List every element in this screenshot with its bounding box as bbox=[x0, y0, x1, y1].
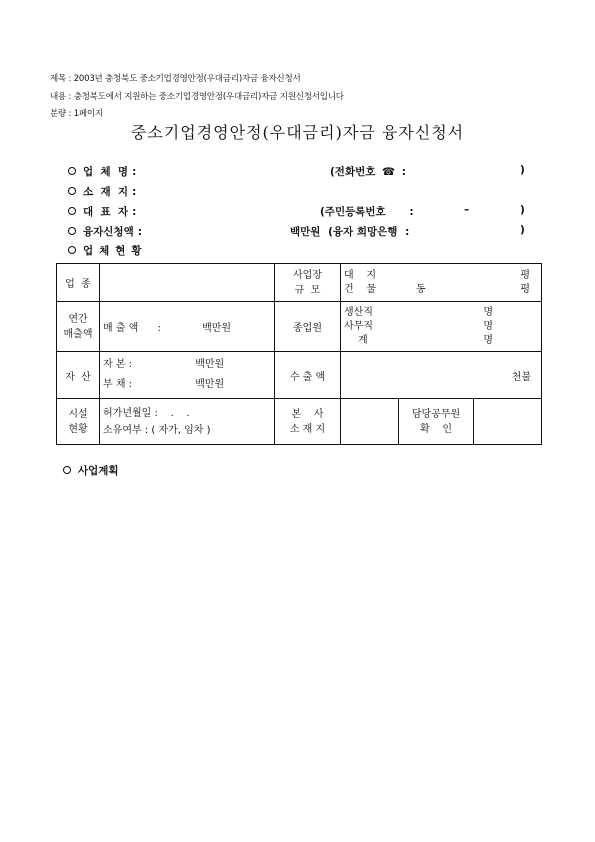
facility-line2: 현황 bbox=[68, 423, 88, 435]
site-label-line2: 규 모 bbox=[294, 284, 321, 296]
million-won-unit: 백만원 bbox=[290, 226, 321, 238]
company-status-table bbox=[56, 263, 542, 445]
site-size-label bbox=[275, 264, 341, 302]
site-label-line1: 사업장 bbox=[293, 269, 322, 281]
facility-line1: 시설 bbox=[68, 408, 88, 420]
official-line2: 확 인 bbox=[419, 423, 453, 435]
pyeong-unit: 평 bbox=[520, 269, 531, 281]
pyeong-unit: 평 bbox=[520, 283, 531, 295]
bullet-icon bbox=[68, 227, 76, 235]
person-unit: 명 bbox=[483, 320, 494, 332]
bank-label: (융자 희망은행 bbox=[328, 226, 398, 238]
official-confirm-label bbox=[399, 399, 474, 445]
colon: : bbox=[401, 166, 406, 178]
bullet-icon bbox=[68, 207, 76, 215]
document-title: 중소기업경영안정(우대금리)자금 융자신청서 bbox=[130, 123, 465, 142]
meta-content-line: 내용 : 충청북도에서 지원하는 중소기업경영안정(우대금리)자금 지원신청서입니다 bbox=[50, 92, 344, 102]
sales-label: 매 출 액 bbox=[103, 323, 139, 334]
bullet-icon bbox=[68, 187, 76, 195]
employees-label: 종업원 bbox=[275, 302, 341, 352]
land-label: 대 지 bbox=[344, 269, 377, 281]
phone-field bbox=[330, 164, 406, 179]
field-loan-amount bbox=[68, 224, 142, 239]
company-name-label: 업 체 명 bbox=[83, 166, 129, 178]
bullet-icon bbox=[63, 466, 71, 474]
colon: : bbox=[405, 226, 410, 238]
capital-label: 자 본 : bbox=[103, 359, 133, 370]
head-office-value[interactable] bbox=[341, 399, 399, 445]
sales-value[interactable] bbox=[100, 302, 275, 352]
field-address bbox=[68, 184, 136, 199]
loan-amount-label: 융자신청액 bbox=[83, 226, 134, 238]
facility-value[interactable] bbox=[100, 399, 275, 445]
head-office-line2: 소 재 지 bbox=[289, 423, 326, 435]
site-size-value[interactable] bbox=[341, 264, 542, 302]
business-plan-label: 사업계획 bbox=[78, 465, 119, 477]
ownership-line: 소유여부 : ( 자가, 임차 ) bbox=[103, 424, 211, 436]
resident-close-paren: ) bbox=[520, 204, 525, 216]
resident-no-field bbox=[320, 204, 414, 219]
building-line bbox=[344, 283, 538, 297]
production-label: 생산직 bbox=[344, 306, 373, 318]
table-row bbox=[57, 352, 542, 399]
colon: : bbox=[132, 186, 137, 198]
production-line bbox=[344, 306, 538, 320]
head-office-label bbox=[275, 399, 341, 445]
million-won-unit: 백만원 bbox=[202, 323, 232, 334]
dong-unit: 동 bbox=[416, 283, 426, 295]
capital-line bbox=[103, 355, 271, 375]
field-company-name bbox=[68, 164, 136, 179]
annual-sales-line2: 매출액 bbox=[63, 328, 93, 340]
assets-label: 자 산 bbox=[57, 352, 100, 399]
colon: : bbox=[132, 166, 137, 178]
phone-label: (전화번호 bbox=[330, 166, 376, 178]
thousand-dollar-unit: 천불 bbox=[511, 371, 532, 383]
million-won-unit: 백만원 bbox=[195, 379, 225, 390]
table-row bbox=[57, 264, 542, 302]
field-company-status bbox=[68, 243, 148, 258]
person-unit: 명 bbox=[483, 334, 494, 346]
annual-sales-line1: 연간 bbox=[68, 313, 88, 325]
meta-volume-line: 분량 : 1페이지 bbox=[50, 109, 103, 119]
office-label: 사무직 bbox=[344, 320, 373, 332]
permit-date-line: 허가년월일 : . . bbox=[103, 407, 190, 419]
employees-value[interactable] bbox=[341, 302, 542, 352]
debt-label: 부 채 : bbox=[103, 379, 133, 390]
representative-label: 대 표 자 bbox=[83, 206, 129, 218]
official-line1: 담당공무원 bbox=[411, 408, 461, 420]
export-label: 수 출 액 bbox=[275, 352, 341, 399]
facility-label bbox=[57, 399, 100, 445]
industry-label: 업 종 bbox=[57, 264, 100, 302]
resident-no-label: (주민등록번호 bbox=[320, 206, 386, 218]
person-unit: 명 bbox=[483, 306, 494, 318]
colon: : bbox=[409, 206, 414, 218]
export-value[interactable] bbox=[341, 352, 542, 399]
official-confirm-value[interactable] bbox=[474, 399, 542, 445]
address-label: 소 재 지 bbox=[83, 186, 129, 198]
colon: : bbox=[157, 323, 161, 334]
resident-no-dash: – bbox=[464, 204, 470, 216]
company-status-label: 업체현황 bbox=[83, 245, 148, 257]
bank-field bbox=[290, 224, 409, 239]
colon: : bbox=[137, 226, 142, 238]
annual-sales-label bbox=[57, 302, 100, 352]
total-line bbox=[344, 334, 538, 348]
meta-title-line: 제목 : 2003년 충청북도 중소기업경영안정(우대금리)자금 융자신청서 bbox=[50, 74, 301, 84]
land-line bbox=[344, 269, 538, 283]
total-label: 계 bbox=[358, 334, 368, 346]
phone-icon: ☎ bbox=[382, 166, 396, 178]
colon: : bbox=[132, 206, 137, 218]
assets-value[interactable] bbox=[100, 352, 275, 399]
bullet-icon bbox=[68, 167, 76, 175]
debt-line bbox=[103, 375, 271, 395]
table-row bbox=[57, 399, 542, 445]
building-label: 건 물 bbox=[344, 283, 377, 295]
phone-close-paren: ) bbox=[520, 164, 525, 176]
table-row bbox=[57, 302, 542, 352]
office-line bbox=[344, 320, 538, 334]
million-won-unit: 백만원 bbox=[195, 359, 225, 370]
head-office-line1: 본 사 bbox=[291, 408, 324, 420]
bullet-icon bbox=[68, 246, 76, 254]
industry-value[interactable] bbox=[100, 264, 275, 302]
field-representative bbox=[68, 204, 136, 219]
bank-close-paren: ) bbox=[520, 224, 525, 236]
business-plan-heading bbox=[63, 463, 119, 478]
